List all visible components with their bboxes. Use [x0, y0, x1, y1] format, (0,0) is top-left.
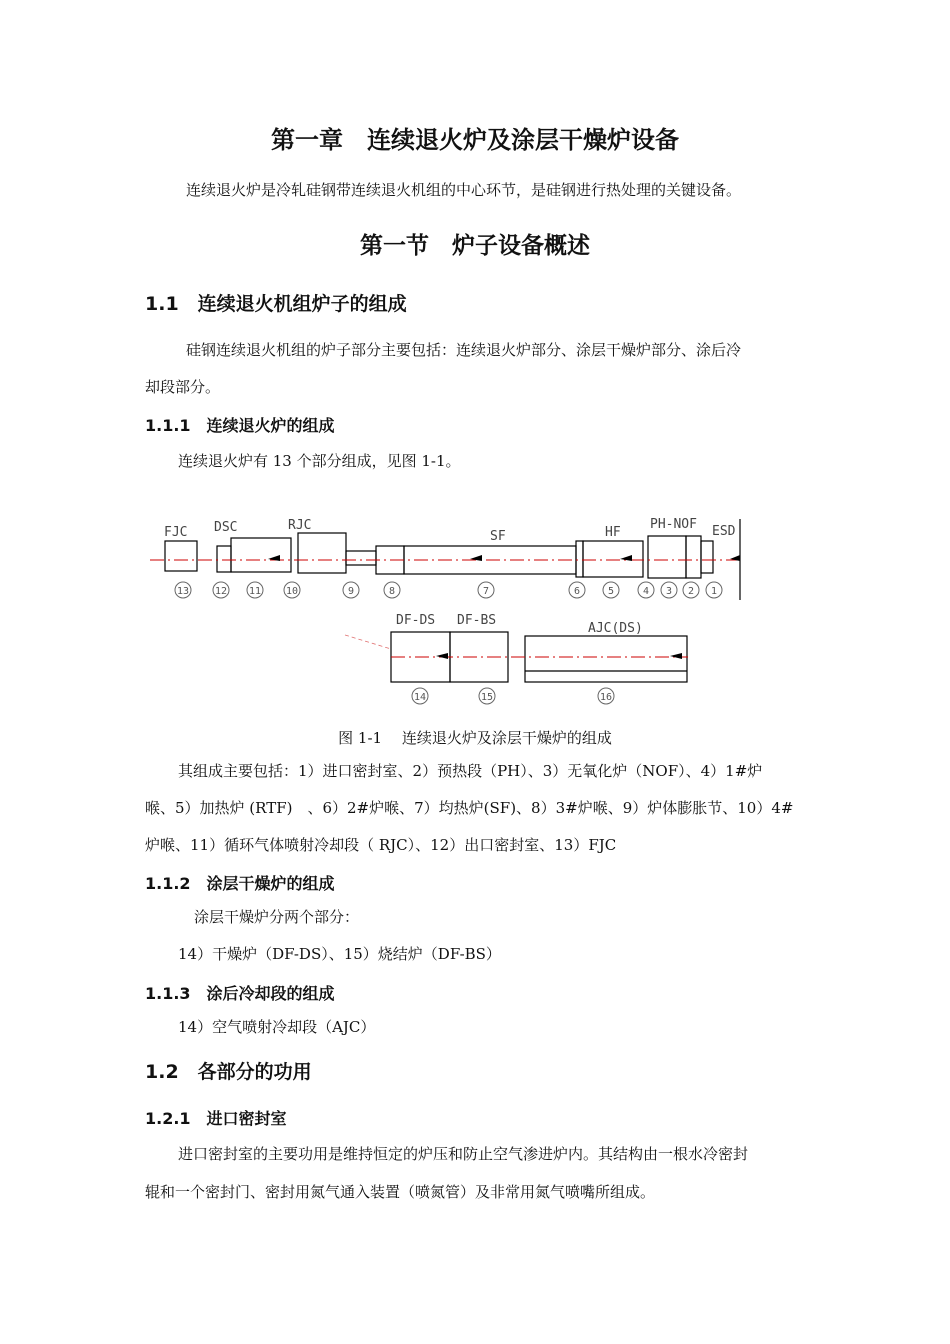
composition-line2: 喉、5）加热炉 (RTF) 、6）2#炉喉、7）均热炉(SF)、8）3#炉喉、9）炉体膨胀节、10）4# [145, 799, 794, 817]
num-4: 4 [642, 586, 650, 597]
section-title: 第一节 炉子设备概述 [360, 232, 590, 259]
num-7: 7 [482, 586, 490, 597]
intro-paragraph: 连续退火炉是冷轧硅钢带连续退火机组的中心环节，是硅钢进行热处理的关键设备。 [186, 181, 742, 199]
label-fjc: FJC [164, 525, 188, 540]
heading-1-1-1: 1.1.1 连续退火炉的组成 [145, 416, 335, 435]
composition-line3: 炉喉、11）循环气体喷射冷却段（ RJC）、12）出口密封室、13）FJC [145, 836, 617, 854]
furnace-diagram [140, 505, 750, 715]
figure-caption: 图 1-1 连续退火炉及涂层干燥炉的组成 [338, 729, 612, 747]
num-12: 12 [214, 586, 228, 597]
paragraph-1-1-1: 连续退火炉有 13 个部分组成，见图 1-1。 [178, 452, 461, 470]
paragraph-1-1-2-line2: 14）干燥炉（DF-DS）、15）烧结炉（DF-BS） [178, 945, 501, 963]
paragraph-1-1-2-line1: 涂层干燥炉分两个部分： [194, 908, 360, 926]
label-rjc: RJC [288, 518, 312, 533]
heading-1-2-1: 1.2.1 进口密封室 [145, 1109, 287, 1128]
paragraph-1-2-1-line1: 进口密封室的主要功用是维持恒定的炉压和防止空气渗进炉内。其结构由一根水冷密封 [178, 1145, 749, 1163]
paragraph-1-1-line1: 硅钢连续退火机组的炉子部分主要包括：连续退火炉部分、涂层干燥炉部分、涂后冷 [186, 341, 742, 359]
paragraph-1-2-1-line2: 辊和一个密封门、密封用氮气通入装置（喷氮管）及非常用氮气喷嘴所组成。 [145, 1183, 656, 1201]
num-3: 3 [665, 586, 673, 597]
num-9: 9 [347, 586, 355, 597]
label-phnof: PH-NOF [650, 517, 697, 532]
num-15: 15 [480, 692, 494, 703]
label-hf: HF [605, 525, 621, 540]
label-esd: ESD [712, 524, 736, 539]
num-6: 6 [573, 586, 581, 597]
heading-1-1: 1.1 连续退火机组炉子的组成 [145, 293, 407, 315]
num-13: 13 [176, 586, 190, 597]
num-1: 1 [710, 586, 718, 597]
label-ajc: AJC(DS) [588, 621, 643, 636]
num-5: 5 [607, 586, 615, 597]
label-dsc: DSC [214, 520, 238, 535]
heading-1-1-3: 1.1.3 涂后冷却段的组成 [145, 984, 335, 1003]
num-2: 2 [687, 586, 695, 597]
number-circles-bottom [412, 688, 614, 704]
label-sf: SF [490, 529, 506, 544]
num-11: 11 [248, 586, 262, 597]
label-dfds: DF-DS [396, 613, 436, 628]
paragraph-1-1-line2: 却段部分。 [145, 378, 221, 396]
label-dfbs: DF-BS [457, 613, 497, 628]
heading-1-1-2: 1.1.2 涂层干燥炉的组成 [145, 874, 335, 893]
composition-line1: 其组成主要包括：1）进口密封室、2）预热段（PH）、3）无氧化炉（NOF）、4）1#炉 [178, 762, 763, 780]
num-16: 16 [599, 692, 613, 703]
paragraph-1-1-3: 14）空气喷射冷却段（AJC） [178, 1018, 376, 1036]
num-10: 10 [285, 586, 299, 597]
transfer-line [345, 635, 391, 649]
chapter-title: 第一章 连续退火炉及涂层干燥炉设备 [271, 125, 679, 154]
num-14: 14 [413, 692, 427, 703]
heading-1-2: 1.2 各部分的功用 [145, 1061, 312, 1083]
num-8: 8 [388, 586, 396, 597]
